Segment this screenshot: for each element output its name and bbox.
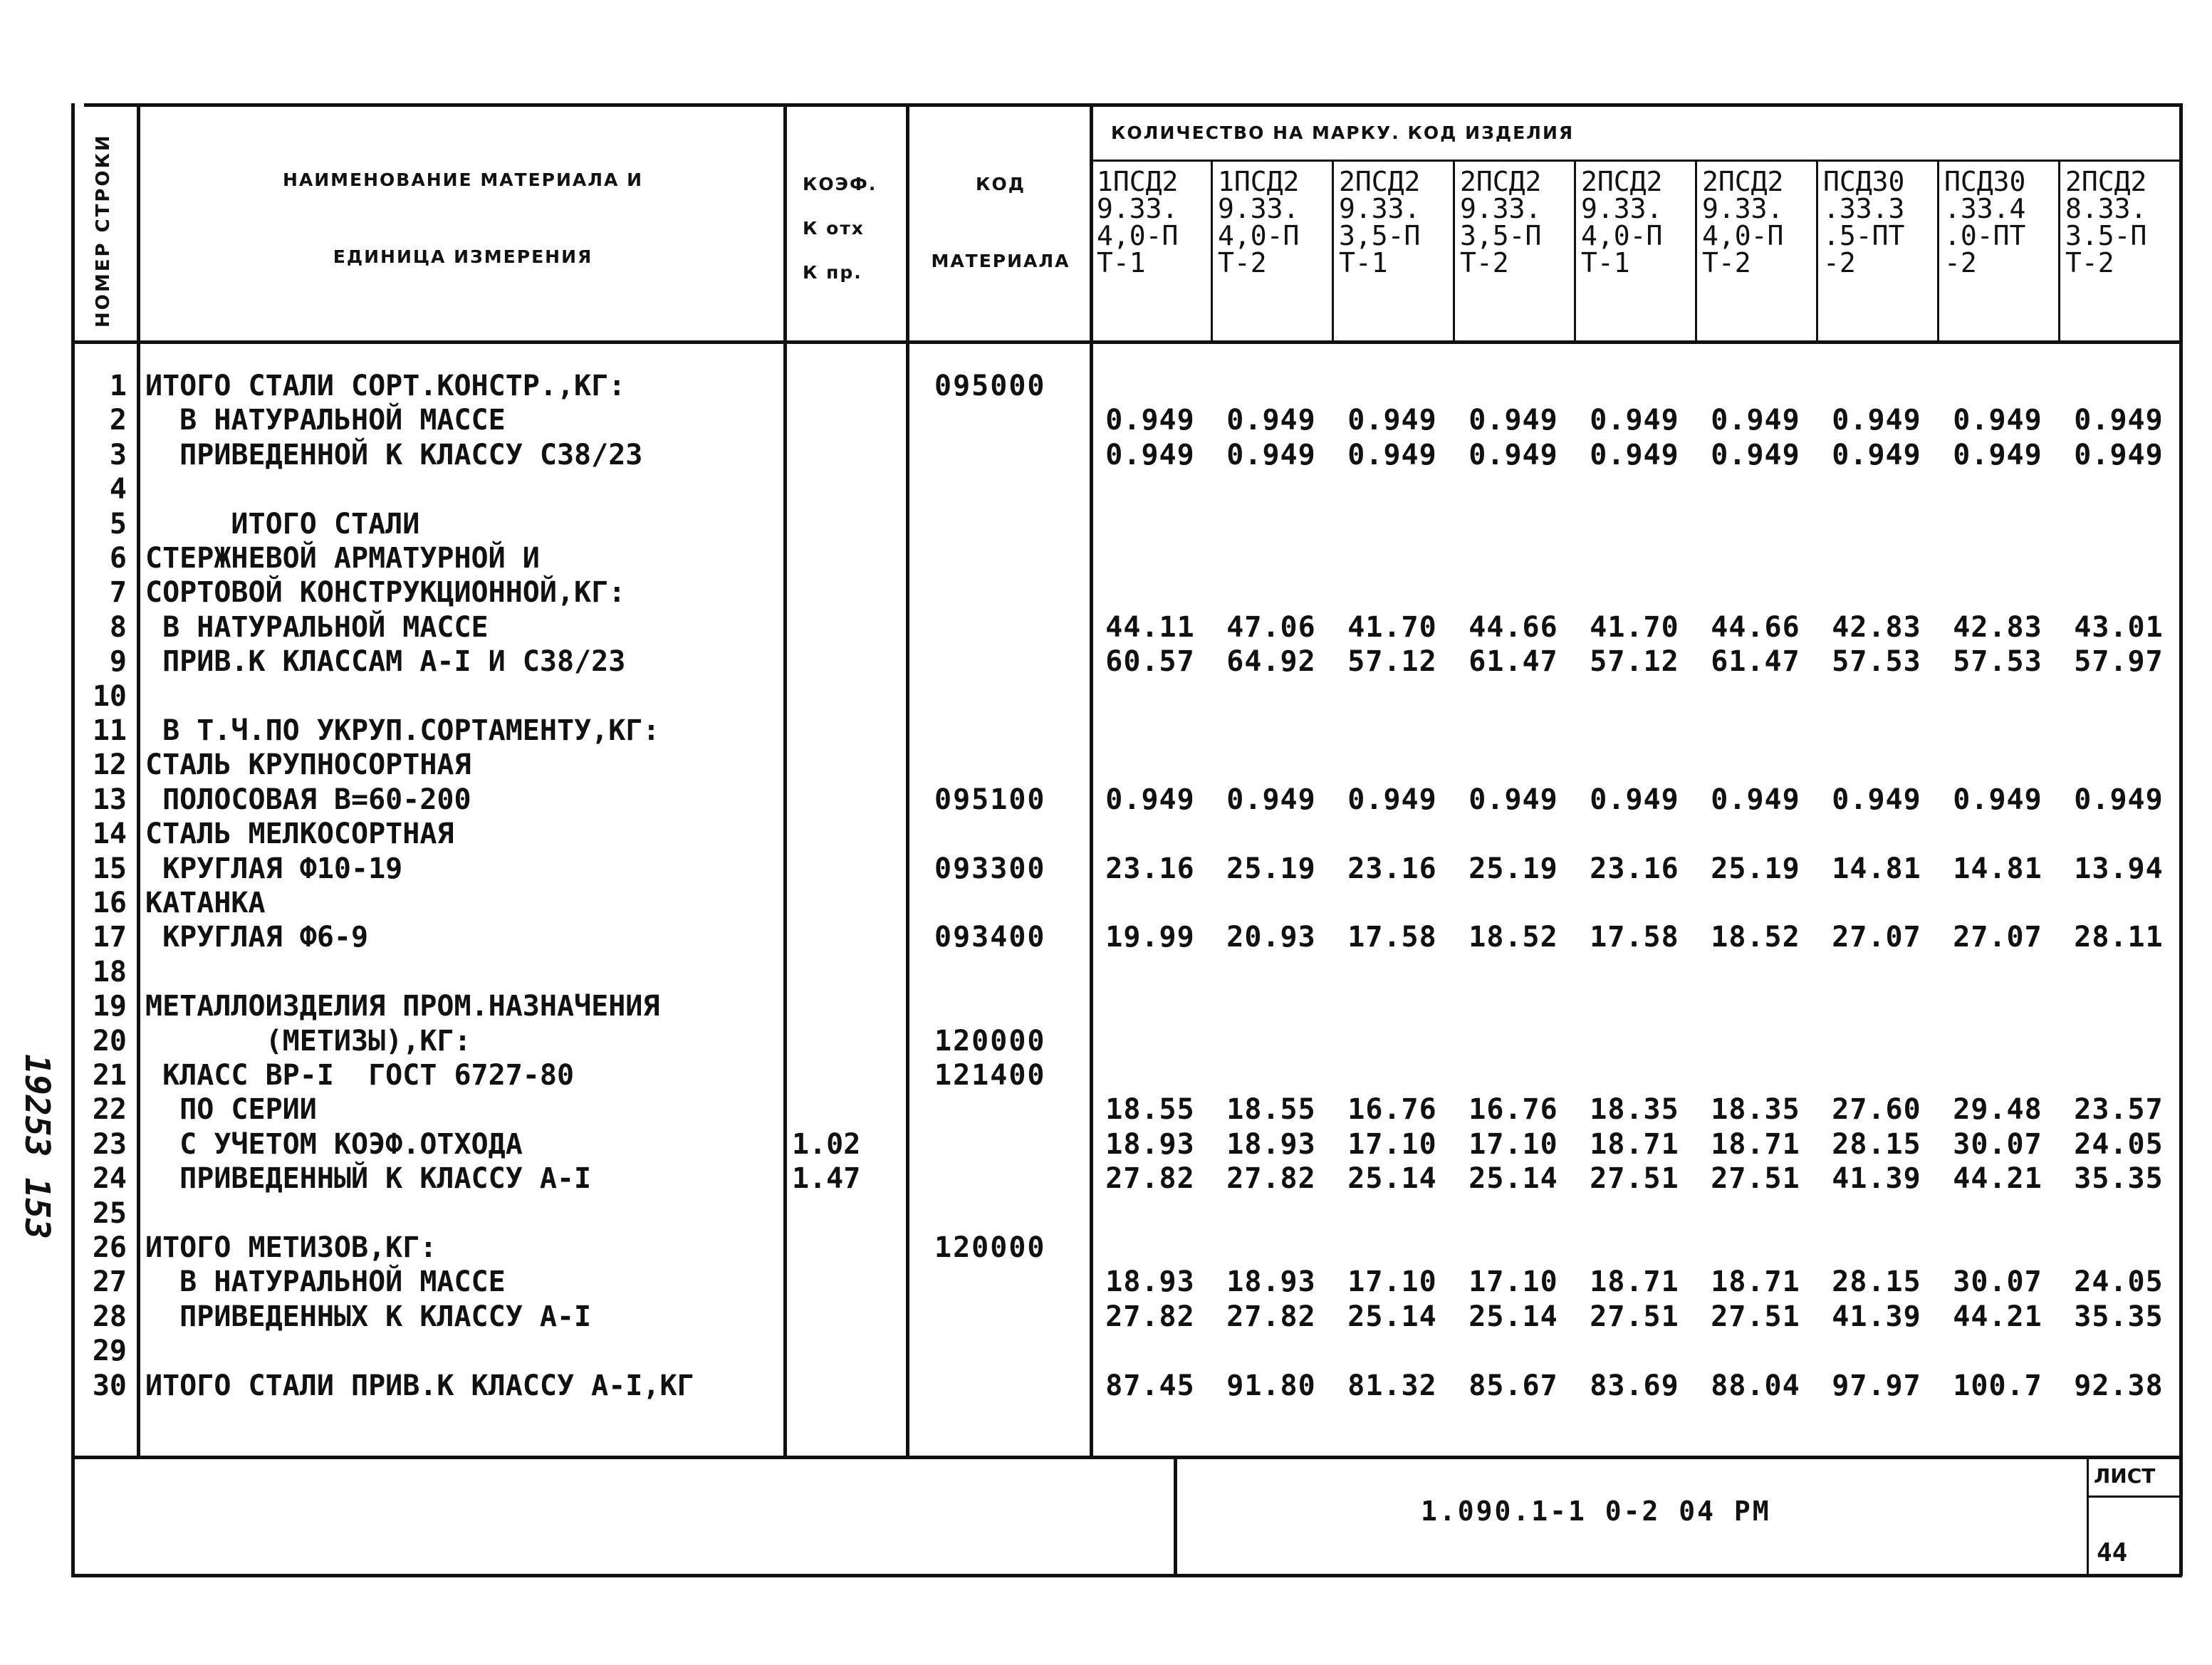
quantity-cell: 81.32 bbox=[1347, 1369, 1437, 1402]
quantity-cell: 27.82 bbox=[1105, 1162, 1195, 1195]
quantity-cell: 25.14 bbox=[1347, 1162, 1437, 1195]
product-header-line: .33.4 bbox=[1944, 193, 2026, 224]
prod-line-7 bbox=[1937, 160, 1939, 340]
quantity-cell: 0.949 bbox=[1105, 404, 1195, 437]
row-number: 24 bbox=[92, 1162, 127, 1195]
quantity-cell: 57.12 bbox=[1590, 645, 1679, 678]
quantity-cell: 14.81 bbox=[1832, 852, 1921, 885]
row-number: 23 bbox=[92, 1128, 127, 1161]
quantity-cell: 87.45 bbox=[1105, 1369, 1195, 1402]
quantity-cell: 0.949 bbox=[1105, 783, 1195, 816]
frame-bottom-line bbox=[71, 1574, 2182, 1577]
quantity-cell: 17.10 bbox=[1347, 1128, 1437, 1161]
product-header-line: 2ПСД2 bbox=[1460, 166, 1542, 197]
product-header-line: 1ПСД2 bbox=[1097, 166, 1179, 197]
product-header-3 bbox=[1339, 168, 1420, 276]
row-number: 4 bbox=[109, 473, 127, 506]
material-code: 120000 bbox=[934, 1231, 1046, 1264]
row-number-header: НОМЕР СТРОКИ bbox=[93, 133, 114, 328]
quantity-cell: 19.99 bbox=[1105, 921, 1195, 954]
quantity-cell: 100.7 bbox=[1953, 1369, 2043, 1402]
material-code: 093300 bbox=[934, 852, 1046, 885]
row-number: 2 bbox=[109, 404, 127, 437]
frame-top-line bbox=[84, 103, 2182, 107]
quantity-cell: 35.35 bbox=[2074, 1162, 2164, 1195]
product-header-line: Т-1 bbox=[1581, 247, 1630, 278]
quantity-cell: 61.47 bbox=[1468, 645, 1558, 678]
product-header-line: 8.33. bbox=[2065, 193, 2147, 224]
product-header-line: 2ПСД2 bbox=[2065, 166, 2147, 197]
row-number: 29 bbox=[92, 1335, 127, 1367]
material-name: МЕТАЛЛОИЗДЕЛИЯ ПРОМ.НАЗНАЧЕНИЯ bbox=[145, 990, 660, 1023]
product-header-8 bbox=[1944, 168, 2025, 276]
material-name: КРУГЛАЯ Ф10-19 bbox=[145, 852, 403, 885]
quantity-cell: 0.949 bbox=[2074, 404, 2164, 437]
product-header-5 bbox=[1581, 168, 1662, 276]
quantity-cell: 17.58 bbox=[1347, 921, 1437, 954]
product-header-line: Т-2 bbox=[1218, 247, 1267, 278]
row-number: 12 bbox=[92, 748, 127, 781]
quantity-cell: 18.55 bbox=[1226, 1093, 1316, 1126]
quantity-cell: 27.82 bbox=[1226, 1300, 1316, 1333]
qty-header: КОЛИЧЕСТВО НА МАРКУ. КОД ИЗДЕЛИЯ bbox=[1111, 122, 1575, 143]
material-name: ПРИВЕДЕННОЙ К КЛАССУ С38/23 bbox=[145, 439, 643, 471]
prod-line-3 bbox=[1453, 160, 1455, 340]
material-name: СТЕРЖНЕВОЙ АРМАТУРНОЙ И bbox=[145, 542, 540, 575]
quantity-cell: 14.81 bbox=[1953, 852, 2043, 885]
material-name: В НАТУРАЛЬНОЙ МАССЕ bbox=[145, 611, 489, 644]
product-header-line: 4,0-П bbox=[1702, 220, 1784, 251]
row-number: 27 bbox=[92, 1265, 127, 1298]
row-number: 14 bbox=[92, 818, 127, 850]
quantity-cell: 23.57 bbox=[2074, 1093, 2164, 1126]
product-header-6 bbox=[1702, 168, 1783, 276]
quantity-cell: 0.949 bbox=[2074, 783, 2164, 816]
quantity-cell: 41.39 bbox=[1832, 1300, 1921, 1333]
quantity-cell: 64.92 bbox=[1226, 645, 1316, 678]
prod-line-6 bbox=[1816, 160, 1818, 340]
row-number: 3 bbox=[109, 439, 127, 471]
quantity-cell: 27.51 bbox=[1590, 1300, 1679, 1333]
quantity-cell: 44.11 bbox=[1105, 611, 1195, 644]
quantity-cell: 0.949 bbox=[1953, 404, 2043, 437]
quantity-cell: 44.21 bbox=[1953, 1300, 2043, 1333]
quantity-cell: 24.05 bbox=[2074, 1128, 2164, 1161]
material-code: 120000 bbox=[934, 1025, 1046, 1058]
product-header-line: 4,0-П bbox=[1581, 220, 1663, 251]
quantity-cell: 23.16 bbox=[1105, 852, 1195, 885]
quantity-cell: 0.949 bbox=[1711, 404, 1800, 437]
quantity-cell: 43.01 bbox=[2074, 611, 2164, 644]
row-number: 7 bbox=[109, 576, 127, 609]
material-name: ПРИВ.К КЛАССАМ А-I И С38/23 bbox=[145, 645, 626, 678]
sheet-box-divider bbox=[2087, 1496, 2179, 1498]
quantity-cell: 17.58 bbox=[1590, 921, 1679, 954]
quantity-cell: 42.83 bbox=[1953, 611, 2043, 644]
quantity-cell: 0.949 bbox=[1590, 404, 1679, 437]
quantity-cell: 60.57 bbox=[1105, 645, 1195, 678]
quantity-cell: 27.51 bbox=[1590, 1162, 1679, 1195]
product-header-line: Т-2 bbox=[1460, 247, 1509, 278]
document-code: 1.090.1-1 0-2 04 РМ bbox=[1421, 1496, 1771, 1527]
product-header-line: 9.33. bbox=[1339, 193, 1421, 224]
material-name: СТАЛЬ МЕЛКОСОРТНАЯ bbox=[145, 818, 454, 850]
name-header-line1: НАИМЕНОВАНИЕ МАТЕРИАЛА И bbox=[282, 169, 644, 190]
coef-header-line3: К пр. bbox=[803, 262, 862, 283]
quantity-cell: 0.949 bbox=[1347, 404, 1437, 437]
coef-header-line1: КОЭФ. bbox=[803, 174, 877, 194]
stamp-separator bbox=[71, 1456, 2182, 1459]
row-number: 1 bbox=[109, 370, 127, 402]
product-header-line: 9.33. bbox=[1460, 193, 1542, 224]
row-number: 30 bbox=[92, 1369, 127, 1402]
col-line-4 bbox=[1090, 103, 1093, 1456]
quantity-cell: 0.949 bbox=[1468, 404, 1558, 437]
prod-line-2 bbox=[1332, 160, 1334, 340]
quantity-cell: 27.51 bbox=[1711, 1300, 1800, 1333]
quantity-cell: 18.93 bbox=[1105, 1128, 1195, 1161]
quantity-cell: 13.94 bbox=[2074, 852, 2164, 885]
product-header-line: ПСД30 bbox=[1944, 166, 2026, 197]
quantity-cell: 0.949 bbox=[1226, 404, 1316, 437]
product-header-line: 9.33. bbox=[1581, 193, 1663, 224]
sheet-number: 44 bbox=[2097, 1538, 2128, 1567]
coefficient: 1.02 bbox=[792, 1128, 861, 1161]
frame-left-line bbox=[71, 103, 75, 1576]
quantity-cell: 44.21 bbox=[1953, 1162, 2043, 1195]
quantity-cell: 28.15 bbox=[1832, 1265, 1921, 1298]
material-name: (МЕТИЗЫ),КГ: bbox=[145, 1025, 471, 1058]
quantity-cell: 47.06 bbox=[1226, 611, 1316, 644]
material-code: 095100 bbox=[934, 783, 1046, 816]
header-separator bbox=[71, 340, 2182, 344]
row-number: 15 bbox=[92, 852, 127, 885]
product-header-line: 3,5-П bbox=[1339, 220, 1421, 251]
quantity-cell: 41.70 bbox=[1347, 611, 1437, 644]
product-header-2 bbox=[1218, 168, 1299, 276]
quantity-cell: 17.10 bbox=[1468, 1128, 1558, 1161]
stamp-split-line bbox=[1174, 1456, 1177, 1574]
quantity-cell: 18.71 bbox=[1590, 1265, 1679, 1298]
product-header-7 bbox=[1823, 168, 1904, 276]
quantity-cell: 41.70 bbox=[1590, 611, 1679, 644]
quantity-cell: 42.83 bbox=[1832, 611, 1921, 644]
col-line-3 bbox=[906, 103, 909, 1456]
row-number: 26 bbox=[92, 1231, 127, 1264]
quantity-cell: 0.949 bbox=[1832, 439, 1921, 471]
product-header-line: ПСД30 bbox=[1823, 166, 1905, 197]
frame-right-line bbox=[2179, 103, 2183, 1576]
quantity-cell: 17.10 bbox=[1468, 1265, 1558, 1298]
material-code: 095000 bbox=[934, 370, 1046, 402]
sheet-label: ЛИСТ bbox=[2094, 1464, 2156, 1488]
prod-line-1 bbox=[1211, 160, 1213, 340]
row-number: 18 bbox=[92, 956, 127, 988]
quantity-cell: 18.55 bbox=[1105, 1093, 1195, 1126]
product-header-1 bbox=[1097, 168, 1178, 276]
quantity-cell: 0.949 bbox=[1711, 783, 1800, 816]
quantity-cell: 88.04 bbox=[1711, 1369, 1800, 1402]
quantity-cell: 44.66 bbox=[1468, 611, 1558, 644]
quantity-cell: 18.71 bbox=[1711, 1265, 1800, 1298]
code-header-line2: МАТЕРИАЛА bbox=[931, 251, 1070, 271]
product-header-line: -2 bbox=[1823, 247, 1856, 278]
code-header-line1: КОД bbox=[976, 174, 1026, 194]
quantity-cell: 28.11 bbox=[2074, 921, 2164, 954]
quantity-cell: 18.35 bbox=[1711, 1093, 1800, 1126]
prod-line-8 bbox=[2058, 160, 2060, 340]
quantity-cell: 0.949 bbox=[1832, 783, 1921, 816]
quantity-cell: 18.93 bbox=[1105, 1265, 1195, 1298]
material-name: В НАТУРАЛЬНОЙ МАССЕ bbox=[145, 404, 506, 437]
row-number: 11 bbox=[92, 714, 127, 747]
material-name: ПРИВЕДЕННЫЙ К КЛАССУ А-I bbox=[145, 1162, 592, 1195]
quantity-cell: 0.949 bbox=[1590, 783, 1679, 816]
product-header-line: Т-1 bbox=[1339, 247, 1388, 278]
product-header-line: -2 bbox=[1944, 247, 1977, 278]
quantity-cell: 41.39 bbox=[1832, 1162, 1921, 1195]
product-header-line: 9.33. bbox=[1097, 193, 1179, 224]
row-number: 8 bbox=[109, 611, 127, 644]
product-header-line: .33.3 bbox=[1823, 193, 1905, 224]
row-number: 20 bbox=[92, 1025, 127, 1058]
quantity-cell: 57.97 bbox=[2074, 645, 2164, 678]
quantity-cell: 61.47 bbox=[1711, 645, 1800, 678]
quantity-cell: 27.51 bbox=[1711, 1162, 1800, 1195]
quantity-cell: 27.82 bbox=[1105, 1300, 1195, 1333]
product-header-line: 9.33. bbox=[1702, 193, 1784, 224]
row-number: 9 bbox=[109, 645, 127, 678]
quantity-cell: 27.07 bbox=[1953, 921, 2043, 954]
row-number: 5 bbox=[109, 508, 127, 541]
product-header-9 bbox=[2065, 168, 2146, 276]
quantity-cell: 0.949 bbox=[1590, 439, 1679, 471]
quantity-cell: 27.07 bbox=[1832, 921, 1921, 954]
row-number: 10 bbox=[92, 680, 127, 713]
quantity-cell: 27.82 bbox=[1226, 1162, 1316, 1195]
quantity-cell: 27.60 bbox=[1832, 1093, 1921, 1126]
material-name: ПО СЕРИИ bbox=[145, 1093, 317, 1126]
quantity-cell: 18.93 bbox=[1226, 1128, 1316, 1161]
prod-line-4 bbox=[1574, 160, 1576, 340]
sheet-box-left bbox=[2087, 1456, 2089, 1574]
quantity-cell: 44.66 bbox=[1711, 611, 1800, 644]
quantity-cell: 25.14 bbox=[1468, 1162, 1558, 1195]
quantity-cell: 18.71 bbox=[1711, 1128, 1800, 1161]
material-name: КРУГЛАЯ Ф6-9 bbox=[145, 921, 369, 954]
material-name: ИТОГО СТАЛИ ПРИВ.К КЛАССУ А-I,КГ bbox=[145, 1369, 694, 1402]
quantity-cell: 16.76 bbox=[1468, 1093, 1558, 1126]
material-name: В Т.Ч.ПО УКРУП.СОРТАМЕНТУ,КГ: bbox=[145, 714, 660, 747]
material-name: КЛАСС ВР-I ГОСТ 6727-80 bbox=[145, 1059, 575, 1092]
quantity-cell: 30.07 bbox=[1953, 1265, 2043, 1298]
product-header-line: 2ПСД2 bbox=[1702, 166, 1784, 197]
material-name: С УЧЕТОМ КОЭФ.ОТХОДА bbox=[145, 1128, 523, 1161]
material-name: ПОЛОСОВАЯ В=60-200 bbox=[145, 783, 471, 816]
quantity-cell: 85.67 bbox=[1468, 1369, 1558, 1402]
quantity-cell: 35.35 bbox=[2074, 1300, 2164, 1333]
quantity-cell: 25.19 bbox=[1226, 852, 1316, 885]
quantity-cell: 23.16 bbox=[1347, 852, 1437, 885]
quantity-cell: 0.949 bbox=[1468, 783, 1558, 816]
quantity-cell: 0.949 bbox=[1347, 439, 1437, 471]
product-header-line: 2ПСД2 bbox=[1581, 166, 1663, 197]
quantity-cell: 0.949 bbox=[1711, 439, 1800, 471]
quantity-cell: 0.949 bbox=[1347, 783, 1437, 816]
product-header-line: 9.33. bbox=[1218, 193, 1300, 224]
quantity-cell: 28.15 bbox=[1832, 1128, 1921, 1161]
quantity-cell: 0.949 bbox=[2074, 439, 2164, 471]
row-number: 16 bbox=[92, 887, 127, 919]
quantity-cell: 97.97 bbox=[1832, 1369, 1921, 1402]
material-code: 121400 bbox=[934, 1059, 1046, 1092]
quantity-cell: 17.10 bbox=[1347, 1265, 1437, 1298]
quantity-cell: 18.93 bbox=[1226, 1265, 1316, 1298]
quantity-cell: 57.53 bbox=[1832, 645, 1921, 678]
row-number: 6 bbox=[109, 542, 127, 575]
quantity-cell: 0.949 bbox=[1953, 783, 2043, 816]
quantity-cell: 25.19 bbox=[1711, 852, 1800, 885]
row-number: 13 bbox=[92, 783, 127, 816]
product-header-line: 3,5-П bbox=[1460, 220, 1542, 251]
row-number: 17 bbox=[92, 921, 127, 954]
material-code: 093400 bbox=[934, 921, 1046, 954]
quantity-cell: 29.48 bbox=[1953, 1093, 2043, 1126]
quantity-cell: 24.05 bbox=[2074, 1265, 2164, 1298]
product-header-line: 1ПСД2 bbox=[1218, 166, 1300, 197]
quantity-cell: 18.71 bbox=[1590, 1128, 1679, 1161]
quantity-cell: 91.80 bbox=[1226, 1369, 1316, 1402]
product-header-line: 4,0-П bbox=[1218, 220, 1300, 251]
quantity-cell: 18.35 bbox=[1590, 1093, 1679, 1126]
quantity-cell: 30.07 bbox=[1953, 1128, 2043, 1161]
product-header-4 bbox=[1460, 168, 1541, 276]
quantity-cell: 0.949 bbox=[1832, 404, 1921, 437]
product-header-line: .0-ПТ bbox=[1944, 220, 2026, 251]
product-header-line: .5-ПТ bbox=[1823, 220, 1905, 251]
quantity-cell: 23.16 bbox=[1590, 852, 1679, 885]
row-number: 22 bbox=[92, 1093, 127, 1126]
quantity-cell: 0.949 bbox=[1468, 439, 1558, 471]
col-line-1 bbox=[137, 103, 140, 1456]
name-header-line2: ЕДИНИЦА ИЗМЕРЕНИЯ bbox=[333, 246, 593, 267]
row-number: 25 bbox=[92, 1197, 127, 1230]
quantity-cell: 0.949 bbox=[1226, 783, 1316, 816]
quantity-cell: 57.12 bbox=[1347, 645, 1437, 678]
material-name: СОРТОВОЙ КОНСТРУКЦИОННОЙ,КГ: bbox=[145, 576, 626, 609]
quantity-cell: 25.19 bbox=[1468, 852, 1558, 885]
product-header-line: 4,0-П bbox=[1097, 220, 1179, 251]
qty-header-divider bbox=[1093, 160, 2182, 162]
col-line-2 bbox=[783, 103, 787, 1456]
quantity-cell: 0.949 bbox=[1105, 439, 1195, 471]
coefficient: 1.47 bbox=[792, 1162, 861, 1195]
row-number: 21 bbox=[92, 1059, 127, 1092]
quantity-cell: 83.69 bbox=[1590, 1369, 1679, 1402]
quantity-cell: 18.52 bbox=[1468, 921, 1558, 954]
material-name: КАТАНКА bbox=[145, 887, 266, 919]
quantity-cell: 0.949 bbox=[1953, 439, 2043, 471]
product-header-line: Т-2 bbox=[2065, 247, 2114, 278]
product-header-line: 2ПСД2 bbox=[1339, 166, 1421, 197]
material-name: В НАТУРАЛЬНОЙ МАССЕ bbox=[145, 1265, 506, 1298]
quantity-cell: 25.14 bbox=[1347, 1300, 1437, 1333]
quantity-cell: 18.52 bbox=[1711, 921, 1800, 954]
material-name: ИТОГО МЕТИЗОВ,КГ: bbox=[145, 1231, 437, 1264]
product-header-line: 3.5-П bbox=[2065, 220, 2147, 251]
quantity-cell: 92.38 bbox=[2074, 1369, 2164, 1402]
quantity-cell: 0.949 bbox=[1226, 439, 1316, 471]
material-name: СТАЛЬ КРУПНОСОРТНАЯ bbox=[145, 748, 471, 781]
row-number: 19 bbox=[92, 990, 127, 1023]
material-name: ПРИВЕДЕННЫХ К КЛАССУ А-I bbox=[145, 1300, 592, 1333]
material-name: ИТОГО СТАЛИ СОРТ.КОНСТР.,КГ: bbox=[145, 370, 626, 402]
product-header-line: Т-2 bbox=[1702, 247, 1751, 278]
material-name: ИТОГО СТАЛИ bbox=[145, 508, 420, 541]
quantity-cell: 25.14 bbox=[1468, 1300, 1558, 1333]
quantity-cell: 16.76 bbox=[1347, 1093, 1437, 1126]
prod-line-5 bbox=[1695, 160, 1697, 340]
margin-handwritten-note: 19253 153 bbox=[17, 1054, 57, 1240]
product-header-line: Т-1 bbox=[1097, 247, 1146, 278]
quantity-cell: 20.93 bbox=[1226, 921, 1316, 954]
coef-header-line2: К отх bbox=[803, 218, 865, 239]
row-number: 28 bbox=[92, 1300, 127, 1333]
quantity-cell: 57.53 bbox=[1953, 645, 2043, 678]
